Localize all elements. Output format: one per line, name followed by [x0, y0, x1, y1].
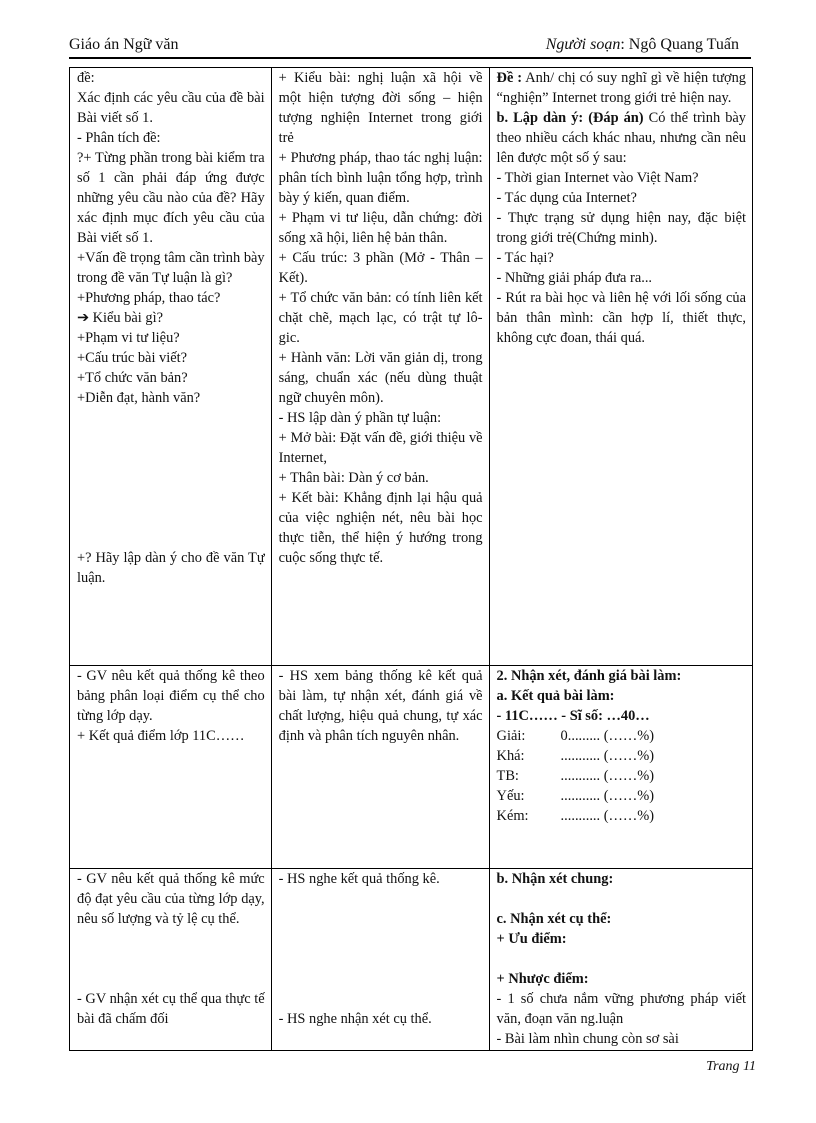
list-item: - Tác dụng của Internet?: [496, 190, 637, 206]
list-item: +Vấn đề trọng tâm cần trình bày trong đề văn Tự luận là gì?: [77, 250, 265, 286]
list-item: +Phạm vi tư liệu?: [77, 330, 180, 346]
header-subject: Giáo án Ngữ văn: [69, 36, 179, 53]
list-item: - HS nghe kết quả thống kê.: [278, 871, 440, 887]
teacher-activity-cell: [70, 68, 272, 666]
list-item: + Tổ chức văn bản: có tính liên kết chặt chẽ, mạch lạc, có trật tự lô-gic.: [278, 290, 483, 346]
list-item: + Mở bài: Đặt vấn đề, giới thiệu về Internet,: [278, 430, 483, 466]
list-item: - HS nghe nhận xét cụ thể.: [278, 1011, 432, 1027]
class-size: - 11C…… - Sĩ số: …40…: [496, 708, 650, 724]
list-item: - HS xem bảng thống kê kết quả bài làm, tự nhận xét, đánh giá về chất lượng, hiệu quả chung, tự xác định và phân tích nguyên nhân.: [278, 668, 483, 744]
list-item: Xác định các yêu cầu của đề bài Bài viết số 1.: [77, 90, 265, 126]
grade-value: ........... (……%): [560, 768, 655, 784]
outline-label: b. Lập dàn ý: (Đáp án): [496, 110, 644, 126]
lesson-table: [69, 67, 753, 1051]
list-item: + Cấu trúc: 3 phần (Mở - Thân – Kết).: [278, 250, 483, 286]
list-item: - GV nêu kết quả thống kê mức độ đạt yêu cầu của từng lớp dạy, nêu số lượng và tỷ lệ cụ thể.: [77, 871, 265, 927]
list-item: - Bài làm nhìn chung còn sơ sài: [496, 1031, 679, 1047]
page-number: Trang 11: [706, 1059, 756, 1074]
header-author-label: Người soạn: [545, 36, 621, 53]
grade-value: ........... (……%): [560, 808, 655, 824]
topic-text: Anh/ chị có suy nghĩ gì về hiện tượng “nghiện” Internet trong giới trẻ hiện nay.: [496, 70, 746, 106]
strengths-heading: + Ưu điểm:: [496, 931, 567, 947]
weaknesses-heading: + Nhược điểm:: [496, 971, 589, 987]
student-activity-cell: [271, 869, 489, 1051]
grade-value: 0......... (……%): [560, 728, 655, 744]
list-item: +Diễn đạt, hành văn?: [77, 390, 201, 406]
list-item: - Thực trạng sử dụng hiện nay, đặc biệt trong giới trẻ(Chứng minh).: [496, 210, 746, 246]
content-cell: [489, 68, 752, 666]
list-item: +Phương pháp, thao tác?: [77, 290, 221, 306]
grade-row: [497, 746, 746, 766]
general-remark-heading: b. Nhận xét chung:: [496, 871, 614, 887]
list-item: + Hành văn: Lời văn giản dị, trong sáng, chuẩn xác (nếu dùng thuật ngữ chuyên môn).: [278, 350, 483, 406]
list-item: đề:: [77, 70, 95, 86]
topic-label: Đề :: [496, 70, 523, 86]
list-item: ?+ Từng phần trong bài kiểm tra số 1 cần phải đáp ứng được những yêu cầu nào của đề? Hãy xác định mục đích yêu cầu của Bài viết số 1.: [77, 150, 265, 246]
outline-paragraph: [497, 108, 746, 168]
grade-row: [497, 786, 746, 806]
list-item: + Phạm vi tư liệu, dẫn chứng: đời sống xã hội, liên hệ bản thân.: [278, 210, 483, 246]
table-row: [70, 68, 753, 666]
list-item: - Rút ra bài học và liên hệ với lối sống của bản thân mình: cần hợp lí, thiết thực, không cực đoan, thái quá.: [496, 290, 746, 346]
topic-paragraph: [497, 68, 746, 108]
grade-label: TB:: [496, 768, 519, 784]
list-item: + Kiểu bài: nghị luận xã hội về một hiện tượng đời sống – hiện tượng nghiện Internet trong giới trẻ: [278, 70, 483, 146]
grade-label: Giải:: [496, 728, 526, 744]
section-subtitle: a. Kết quả bài làm:: [496, 688, 615, 704]
list-item: - GV nêu kết quả thống kê theo bảng phân loại điểm cụ thể cho từng lớp dạy.: [77, 668, 265, 724]
teacher-activity-cell: [70, 666, 272, 869]
section-title: 2. Nhận xét, đánh giá bài làm:: [496, 668, 682, 684]
content-cell: [489, 869, 752, 1051]
list-item: - Tác hại?: [496, 250, 554, 266]
header-author: [546, 35, 739, 55]
student-activity-cell: [271, 68, 489, 666]
list-item: + Kết bài: Khẳng định lại hậu quả của việc nghiện nét, nêu bài học thực tiễn, thể hiện ý hướng trong cuộc sống thực tế.: [278, 490, 483, 566]
list-item: +Tổ chức văn bản?: [77, 370, 188, 386]
table-row: [70, 666, 753, 869]
grade-row: [497, 766, 746, 786]
grade-label: Yếu:: [496, 788, 525, 804]
grade-label: Kém:: [496, 808, 529, 824]
list-item: - GV nhận xét cụ thể qua thực tế bài đã chấm đối: [77, 991, 265, 1027]
list-item: + Kết quả điểm lớp 11C……: [77, 728, 245, 744]
page-header: [69, 33, 751, 59]
header-author-name: : Ngô Quang Tuấn: [620, 36, 739, 53]
list-item: +Cấu trúc bài viết?: [77, 350, 188, 366]
student-activity-cell: [271, 666, 489, 869]
grade-row: [497, 806, 746, 826]
grade-value: ........... (……%): [560, 748, 655, 764]
grade-row: [497, 726, 746, 746]
list-item: - 1 số chưa nắm vững phương pháp viết văn, đoạn văn ng.luận: [496, 991, 746, 1027]
list-item: ➔ Kiểu bài gì?: [77, 310, 163, 326]
table-row: [70, 869, 753, 1051]
teacher-activity-cell: [70, 869, 272, 1051]
outline-text: Có thể trình bày theo nhiều cách khác nhau, nhưng cần nêu lên được một số ý sau:: [496, 110, 746, 166]
content-cell: [489, 666, 752, 869]
specific-remark-heading: c. Nhận xét cụ thể:: [496, 911, 612, 927]
list-item: - Những giải pháp đưa ra...: [496, 270, 653, 286]
grade-label: Khá:: [496, 748, 525, 764]
list-item: - Thời gian Internet vào Việt Nam?: [496, 170, 699, 186]
list-item: + Phương pháp, thao tác nghị luận: phân tích bình luận tổng hợp, trình bày ý kiến, quan điểm.: [278, 150, 483, 206]
list-item: - Phân tích đề:: [77, 130, 161, 146]
list-item: - HS lập dàn ý phần tự luận:: [278, 410, 442, 426]
grade-value: ........... (……%): [560, 788, 655, 804]
list-item: + Thân bài: Dàn ý cơ bản.: [278, 470, 429, 486]
list-item: +? Hãy lập dàn ý cho đề văn Tự luận.: [77, 550, 265, 586]
